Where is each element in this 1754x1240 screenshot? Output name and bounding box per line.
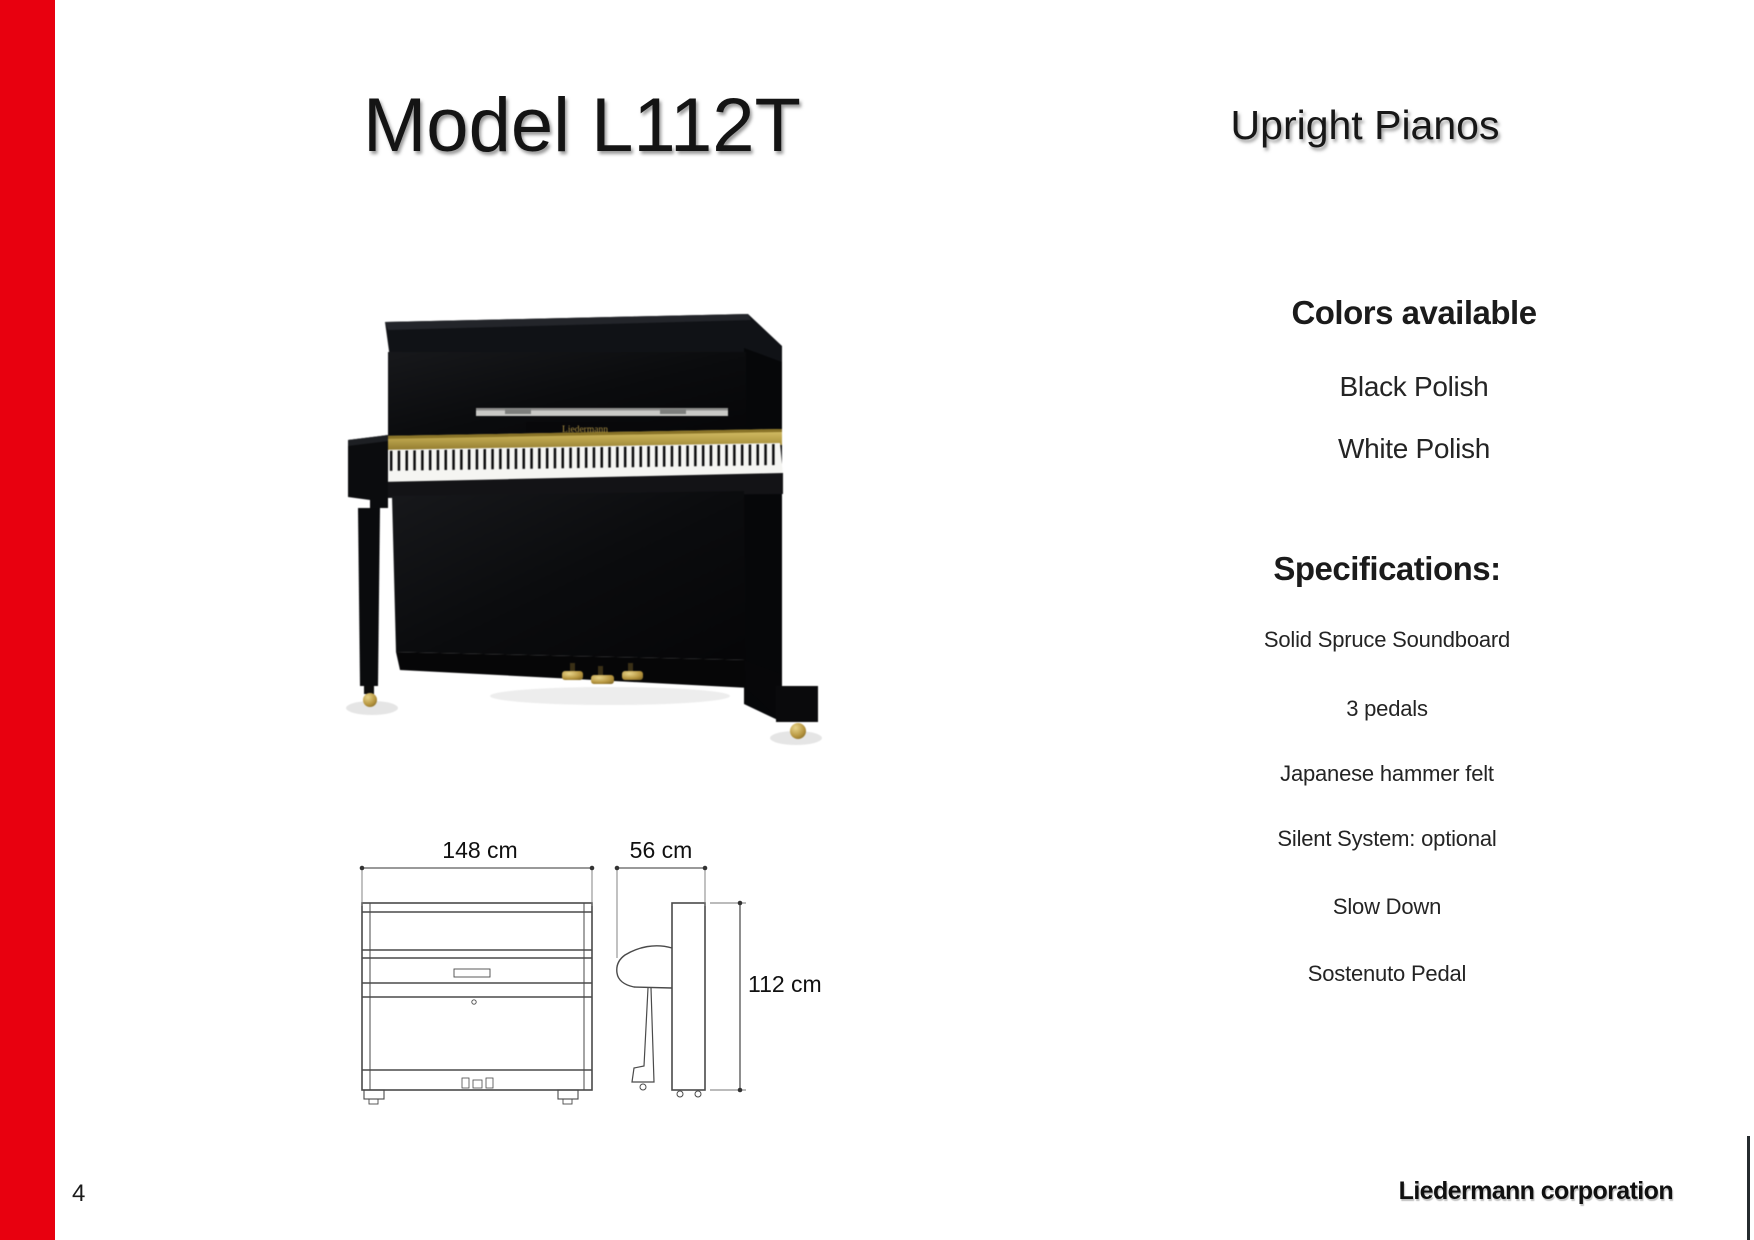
color-item-white: White Polish (1337, 433, 1490, 464)
specs-heading: Specifications: (1273, 550, 1501, 587)
right-edge-line (1747, 1136, 1750, 1240)
upright-piano-illustration (330, 308, 825, 748)
spec-item-sostenuto: Sostenuto Pedal (1307, 961, 1467, 986)
spec-item-slow-down: Slow Down (1332, 894, 1442, 919)
footer-company-name: Liedermann corporation (1398, 1177, 1673, 1205)
piano-photo (330, 308, 825, 748)
spec-item-silent-system: Silent System: optional (1277, 826, 1497, 851)
page-number: 4 (72, 1180, 86, 1207)
page-title: Model L112T (363, 83, 801, 168)
red-accent-bar (0, 0, 55, 1240)
category-title: Upright Pianos (1230, 102, 1500, 148)
depth-dimension-label: 56 cm (629, 837, 693, 863)
spec-item-soundboard: Solid Spruce Soundboard (1263, 627, 1511, 652)
height-dimension-label: 112 cm (748, 971, 822, 997)
spec-item-pedals: 3 pedals (1346, 696, 1428, 721)
color-item-black: Black Polish (1339, 371, 1489, 402)
width-dimension-label: 148 cm (442, 837, 518, 863)
brand-plate-text: Liedermann (562, 425, 608, 435)
colors-heading: Colors available (1291, 294, 1537, 331)
spec-item-hammer-felt: Japanese hammer felt (1280, 761, 1494, 786)
